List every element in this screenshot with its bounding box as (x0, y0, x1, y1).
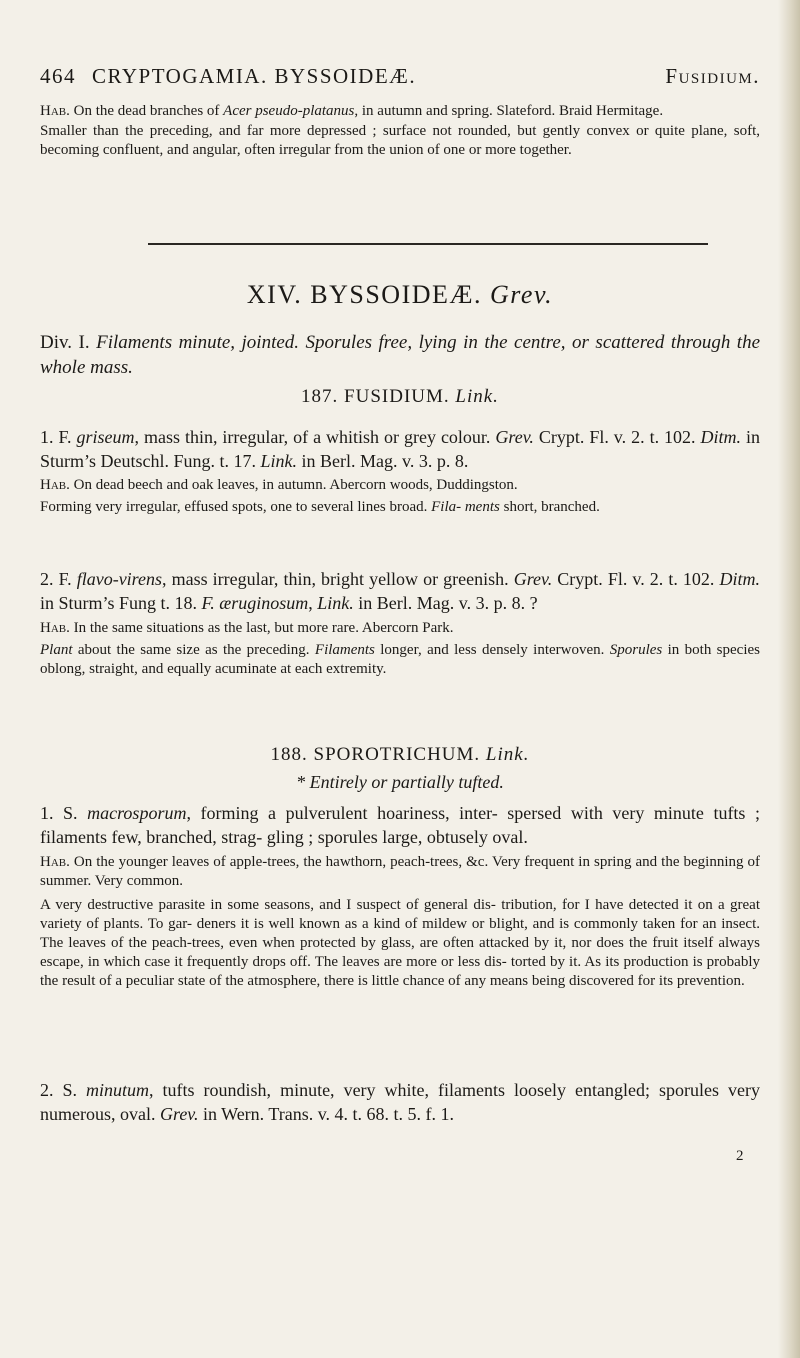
running-genus: Fusidium. (665, 64, 760, 88)
genus-heading-sporotrichum: 188. SPOROTRICHUM. Link. (270, 744, 530, 765)
species-entry-flavo-virens: 2. F. flavo-virens, mass irregular, thin, bright yellow or greenish. Grev. Crypt. Fl. v. 2. t. 102. Ditm. in Sturm’s Fung t. 18. F. æruginosum, Link. in Berl. Mag. v. 3. p. 8. ? Hab. In the same situations as the last, but more rare. Abercorn Park. Plant about the same size as the preceding. Filaments longer, and less densely interwoven. Sporules in both species oblong, straight, and equally acuminate at each extremity. (40, 569, 761, 677)
section-divider (148, 243, 708, 245)
habitat-paragraph: Hab. On the dead branches of Acer pseudo-platanus, in autumn and spring. Slateford. Braid Hermitage. (40, 103, 664, 119)
group-subheading: * Entirely or partially tufted. (296, 772, 504, 792)
signature-mark: 2 (736, 1148, 744, 1164)
habitat-block-top (40, 102, 760, 160)
species-entry-minutum: 2. S. minutum, tufts roundish, minute, very white, filaments loosely entangled; sporules very numerous, oval. Grev. in Wern. Trans. v. 4. t. 68. t. 5. f. 1. (40, 1080, 761, 1124)
species-entry-griseum: 1. F. griseum, mass thin, irregular, of a whitish or grey colour. Grev. Crypt. Fl. v. 2. t. 102. Ditm. in Sturm’s Deutschl. Fung. t. 17. Link. in Berl. Mag. v. 3. p. 8. Hab. On dead beech and oak leaves, in autumn. Abercorn woods, Duddingston. Forming very irregular, effused spots, one to several lines broad. Fila- ments short, branched. (40, 427, 760, 515)
description-paragraph: Smaller than the preceding, and far more depressed ; surface not rounded, but gently convex or quite plane, soft, becoming confluent, and angular, often irregular from the union of one or more together. (40, 123, 760, 158)
hab-label: Hab. (40, 103, 70, 119)
section-heading: XIV. BYSSOIDEÆ. Grev. (246, 280, 554, 309)
genus-heading-fusidium: 187. FUSIDIUM. Link. (301, 386, 499, 407)
page-number: 464 (40, 64, 76, 88)
species-entry-macrosporum: 1. S. macrosporum, forming a pulverulent hoariness, inter- spersed with very minute tufts ; filaments few, branched, strag- gling ; sporules large, obtusely oval. Hab. On the younger leaves of apple-trees, the hawthorn, peach-trees, &c. Very frequent in spring and the beginning of summer. Very common. A very destructive parasite in some seasons, and I suspect of general dis- tribution, for I have detected it on a great variety of plants. To gar- deners it is well known as a kind of mildew or blight, and is commonly taken for an insect. The leaves of the peach-trees, even when protected by glass, are often attacked by it, nor does the fruit itself always escape, in which case it frequently drops off. The leaves are more or less dis- torted by it. As its production is probably the result of a peculiar state of the atmosphere, there is little chance of any means being discovered for its prevention. (40, 803, 761, 989)
running-title: CRYPTOGAMIA. BYSSOIDEÆ. (92, 64, 417, 88)
page-edge-shadow (778, 0, 800, 1358)
running-header (40, 64, 760, 94)
division-heading: Div. I. Filaments minute, jointed. Sporules free, lying in the centre, or scattered through the whole mass. (40, 332, 761, 378)
